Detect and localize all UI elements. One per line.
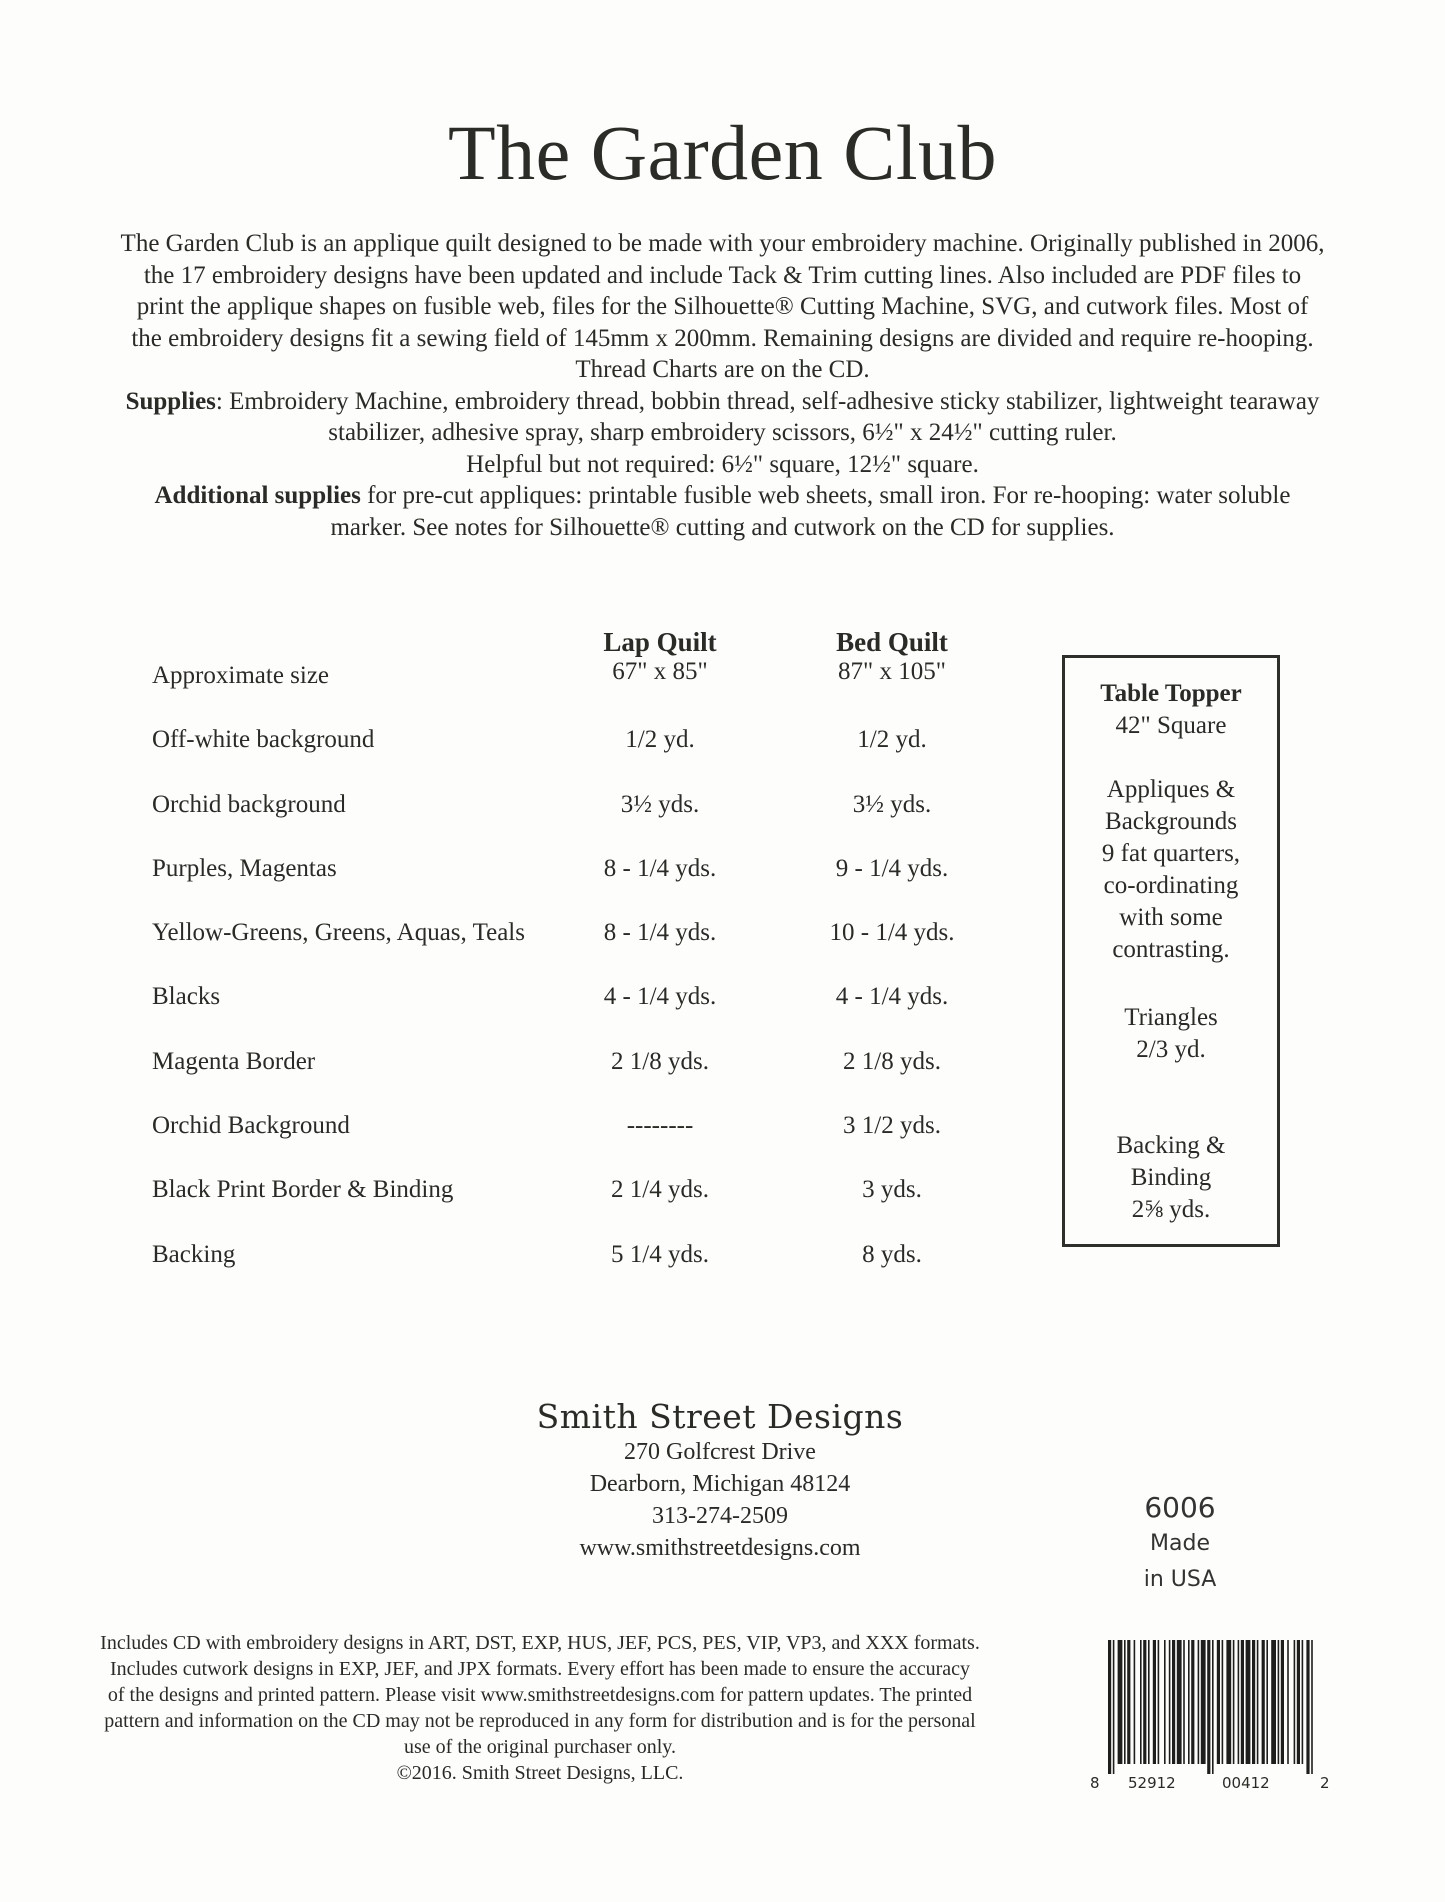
- company-name: Smith Street Designs: [536, 1397, 904, 1436]
- topper-line: co-ordinating: [1103, 872, 1239, 899]
- intro-description: The Garden Club is an applique quilt designed to be made with your embroidery machine. Originally published in 2006, the 17 embroidery designs have been updated and include Tack & Trim cutting lines. Also included are PDF files to print the applique shapes on fusible web, files for the Silhouette® Cutting Machine, SVG, and cutwork files. Most of the embroidery designs fit a sewing field of 145mm x 200mm. Remaining designs are divided and require re-hooping. Thread Charts are on the CD.: [120, 230, 1325, 383]
- company-website: www.smithstreetdesigns.com: [579, 1535, 861, 1561]
- company-street: 270 Golfcrest Drive: [624, 1439, 816, 1465]
- topper-line: Backgrounds: [1105, 808, 1237, 835]
- additional-paragraph: [120, 480, 1325, 543]
- topper-line: with some: [1119, 904, 1223, 931]
- lap-quilt-size: 67" x 85": [612, 658, 708, 685]
- row-label: Magenta Border: [152, 1047, 316, 1075]
- fabric-table: [152, 661, 1032, 1304]
- table-row: [152, 1111, 1032, 1175]
- lap-value: 5 1/4 yds.: [611, 1240, 709, 1268]
- topper-line: 2/3 yd.: [1136, 1036, 1206, 1063]
- helpful-text: Helpful but not required: 6½" square, 12½" square.: [466, 450, 979, 478]
- supplies-paragraph: [120, 386, 1325, 449]
- lap-value: 2 1/4 yds.: [611, 1176, 709, 1204]
- table-row: [152, 1240, 1032, 1304]
- row-label: Off-white background: [152, 726, 375, 754]
- lap-value: 8 - 1/4 yds.: [603, 854, 717, 882]
- lap-value: 4 - 1/4 yds.: [603, 983, 717, 1011]
- topper-line: Appliques &: [1106, 776, 1236, 803]
- copyright: ©2016. Smith Street Designs, LLC.: [396, 1762, 684, 1784]
- company-city: Dearborn, Michigan 48124: [589, 1471, 851, 1497]
- pattern-info: [1120, 1490, 1240, 1598]
- topper-line: Binding: [1130, 1164, 1212, 1191]
- intro-section: [120, 228, 1325, 543]
- page-title: The Garden Club: [447, 109, 997, 196]
- topper-header: [1065, 678, 1277, 742]
- bed-value: 9 - 1/4 yds.: [835, 854, 949, 882]
- additional-text: for pre-cut appliques: printable fusible web sheets, small iron. For re-hooping: water soluble marker. See notes for Silhouette® cutting and cutwork on the CD for supplies.: [330, 482, 1291, 541]
- bed-value: 8 yds.: [862, 1240, 922, 1268]
- barcode-digit-first: 8: [1090, 1774, 1100, 1792]
- table-row: [152, 661, 1032, 725]
- footer-text: Includes CD with embroidery designs in ART, DST, EXP, HUS, JEF, PCS, PES, VIP, VP3, and XXX formats. Includes cutwork designs in EXP, JEF, and JPX formats. Every effort has been made to ensure the accuracy of the designs and printed pattern. Please visit www.smithstreetdesigns.com for pattern updates. The printed pattern and information on the CD may not be reproduced in any form for distribution and is for the personal use of the original purchaser only.: [100, 1632, 980, 1758]
- origin-line: in USA: [1143, 1567, 1217, 1592]
- lap-quilt-heading: Lap Quilt: [603, 627, 717, 657]
- bed-quilt-heading: Bed Quilt: [836, 627, 948, 657]
- bed-value: 2 1/8 yds.: [843, 1047, 941, 1075]
- footer-note: [100, 1630, 980, 1786]
- table-topper-box: [1062, 655, 1280, 1247]
- topper-backing: [1065, 1130, 1277, 1226]
- topper-triangles: [1065, 1002, 1277, 1066]
- row-label: Purples, Magentas: [152, 854, 337, 882]
- table-row: [152, 982, 1032, 1046]
- topper-line: Backing &: [1116, 1132, 1226, 1159]
- pattern-number: 6006: [1144, 1491, 1216, 1524]
- bed-value: 4 - 1/4 yds.: [835, 983, 949, 1011]
- table-row: [152, 1047, 1032, 1111]
- lap-value: 8 - 1/4 yds.: [603, 919, 717, 947]
- table-row: [152, 854, 1032, 918]
- bed-quilt-size: 87" x 105": [838, 658, 946, 685]
- topper-line: 9 fat quarters,: [1101, 840, 1241, 867]
- barcode-digits-right: 00412: [1222, 1774, 1270, 1792]
- topper-line: 2⅝ yds.: [1131, 1196, 1211, 1223]
- row-label: Blacks: [152, 983, 221, 1011]
- barcode-digit-check: 2: [1320, 1774, 1330, 1792]
- topper-line: Triangles: [1124, 1004, 1218, 1031]
- bed-value: 3 yds.: [862, 1176, 922, 1204]
- company-address: [520, 1398, 920, 1564]
- row-label: Orchid background: [152, 790, 346, 818]
- table-row: [152, 725, 1032, 789]
- lap-value: 1/2 yd.: [625, 726, 695, 754]
- row-label: Backing: [152, 1240, 236, 1268]
- row-label: Approximate size: [152, 662, 330, 689]
- bed-value: 3½ yds.: [852, 790, 932, 818]
- table-row: [152, 790, 1032, 854]
- topper-size: 42" Square: [1115, 712, 1227, 739]
- bed-value: 1/2 yd.: [857, 726, 927, 754]
- table-row: [152, 1175, 1032, 1239]
- bed-value: 10 - 1/4 yds.: [829, 919, 955, 947]
- origin-line: Made: [1150, 1531, 1210, 1556]
- barcode-digits-left: 52912: [1128, 1774, 1176, 1792]
- table-row: [152, 918, 1032, 982]
- row-label: Yellow-Greens, Greens, Aquas, Teals: [152, 919, 525, 947]
- company-phone: 313-274-2509: [652, 1503, 788, 1529]
- bed-value: 3 1/2 yds.: [843, 1112, 941, 1140]
- supplies-label: Supplies: [125, 387, 216, 415]
- supplies-text: : Embroidery Machine, embroidery thread, bobbin thread, self-adhesive sticky stabilizer, lightweight tearaway stabilizer, adhesive spray, sharp embroidery scissors, 6½" x 24½" cutting ruler.: [215, 387, 1320, 446]
- lap-value: --------: [626, 1112, 694, 1140]
- additional-label: Additional supplies: [154, 482, 361, 509]
- row-label: Black Print Border & Binding: [152, 1176, 454, 1204]
- topper-appliques: [1065, 774, 1277, 966]
- topper-line: contrasting.: [1112, 936, 1230, 963]
- lap-value: 2 1/8 yds.: [611, 1047, 709, 1075]
- topper-heading: Table Topper: [1100, 680, 1242, 707]
- lap-value: 3½ yds.: [620, 790, 700, 818]
- barcode-icon: [1108, 1640, 1314, 1774]
- row-label: Orchid Background: [152, 1112, 350, 1140]
